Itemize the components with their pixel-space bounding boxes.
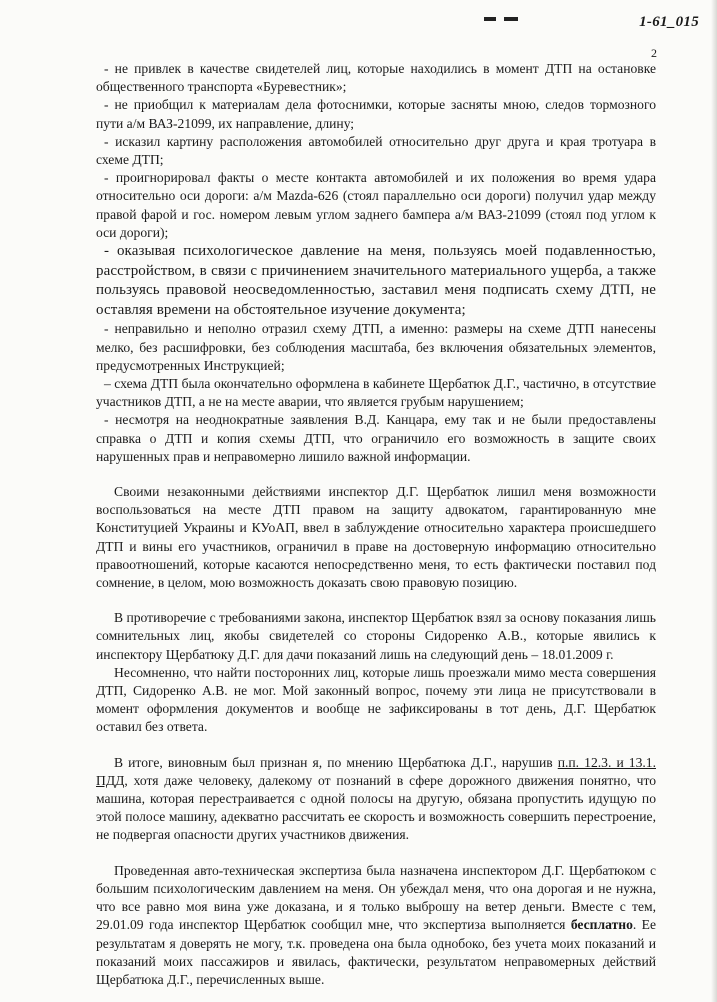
traffic-rules-reference: п.п. 12.3. и 13.1. ПДД — [96, 754, 656, 788]
list-item: – схема ДТП была окончательно оформлена в кабинете Щербатюк Д.Г., частично, в отсутствие участников ДТП, а не на месте аварии, что является грубым нарушением; — [96, 376, 656, 410]
page-number: 2 — [651, 46, 657, 60]
document-body — [96, 60, 656, 989]
list-item: - не привлек в качестве свидетелей лиц, которые находились в момент ДТП на остановке общественного транспорта «Буревестник»; — [96, 61, 656, 95]
list-item: - проигнорировал факты о месте контакта автомобилей и их положения во время удара относительно оси дороги: а/м Mazda-626 (стоял параллельно оси дороги) получил удар между правой фарой и гос. номером левым углом заднего бампера а/м ВАЗ-21099 (стоял под углом к оси дороги); — [96, 170, 656, 240]
paragraph: Несомненно, что найти посторонних лиц, которые лишь проезжали мимо места совершения ДТП, Сидоренко А.В. не мог. Мой законный вопрос, почему эти лица не присутствовали в момент оформления документов и вообще не зафиксированы в тот день, Д.Г. Щербатюк оставил без ответа. — [96, 664, 656, 735]
paragraph — [96, 862, 656, 989]
paragraph: Своими незаконными действиями инспектор Д.Г. Щербатюк лишил меня возможности воспользоваться на месте ДТП правом на защиту адвокатом, гарантированную мне Конституцией Украины и КУоАП, ввел в заблуждение относительно характера происшедшего ДТП и вины его участников, ограничил в праве на достоверную информацию относительно правоотношений, которые касаются непосредственно меня, то есть фактически поставил под сомнение, в целом, мою возможность доказать свою правовую позицию. — [96, 484, 656, 591]
paragraph-text: В итоге, виновным был признан я, по мнению Щербатюка Д.Г., нарушив — [114, 754, 558, 770]
emphasis-free-of-charge: бесплатно — [570, 917, 633, 933]
scan-mark — [480, 14, 540, 24]
paragraph-text: , хотя даже человеку, далекому от познаний в сфере дорожного движения понятно, что машина, которая перестраивается с одной полосы на другую, обязана пропустить идущую по этой полосе машину, адекватно рассчитать ее скорость и возможность совершить перестроение, не подвергая опасности других участников движения. — [96, 772, 656, 843]
scan-edge-shadow — [711, 0, 717, 1002]
paragraph — [96, 754, 656, 845]
list-item: - несмотря на неоднократные заявления В.Д. Канцара, ему так и не были предоставлены справка о ДТП и копия схемы ДТП, что ограничило его возможность в защите своих нарушенных прав и неправомерно лишило важной информации. — [96, 412, 656, 464]
document-id: 1-61_015 — [639, 14, 699, 30]
list-item: - неправильно и неполно отразил схему ДТП, а именно: размеры на схеме ДТП нанесены мелко, без расшифровки, без соблюдения масштаба, без включения обязательных элементов, предусмотренных Инструкцией; — [96, 321, 656, 373]
list-item: - не приобщил к материалам дела фотоснимки, которые засняты мною, следов тормозного пути а/м ВАЗ-21099, их направление, длину; — [96, 97, 656, 131]
paragraph: В противоречие с требованиями закона, инспектор Щербатюк взял за основу показания лишь сомнительных лиц, якобы свидетелей со стороны Сидоренко А.В., которые явились к инспектору Щербатюку Д.Г. для дачи показаний лишь на следующий день – 18.01.2009 г. — [96, 610, 656, 662]
paragraph-text: . Ее результатам я доверять не могу, т.к. проведена она была однобоко, без учета моих показаний и показаний моих пассажиров и явилась, фактически, результатом неправомерных действий Щербатюка Д.Г., перечисленных выше. — [96, 917, 656, 987]
paragraph-text: Проведенная авто-техническая экспертиза была назначена инспектором Д.Г. Щербатюком с большим психологическим давлением на меня. Он убеждал меня, что она дорогая и не нужна, что все равно моя вина уже доказана, и я только выброшу на ветер деньги. Вместе с тем, 29.01.09 года инспектор Щербатюк сообщил мне, что экспертиза выполняется — [96, 862, 656, 933]
list-item: - оказывая психологическое давление на меня, пользуясь моей подавленностью, расстройством, в связи с причинением значительного материального ущерба, а также пользуясь правовой неосведомленностью, заставил меня подписать схему ДТП, не оставляя времени на обстоятельное изучение документа; — [96, 243, 656, 318]
list-item: - исказил картину расположения автомобилей относительно друг друга и края тротуара в схеме ДТП; — [96, 133, 656, 168]
